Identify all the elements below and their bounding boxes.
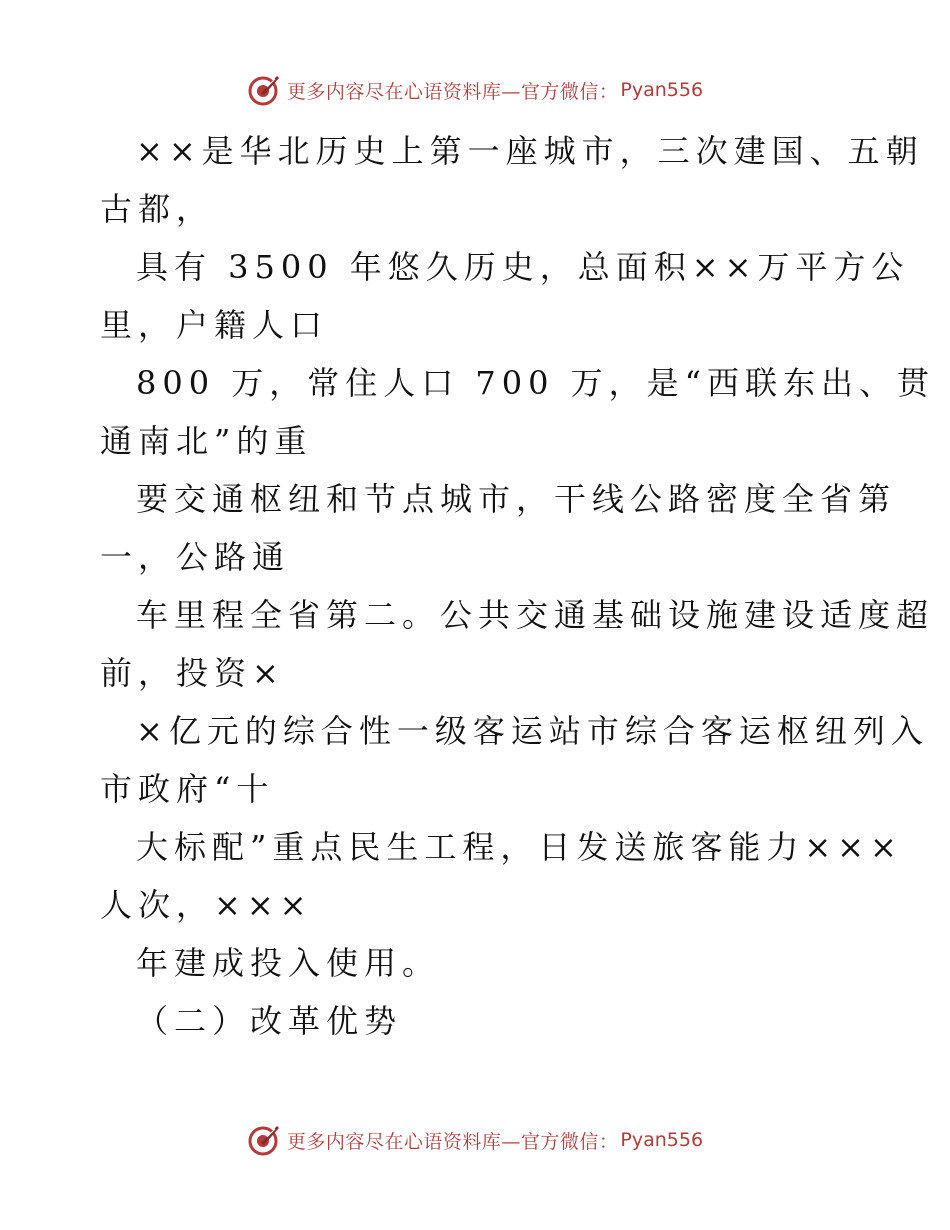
text-line: 800 万，常住人口 700 万，是“西联东出、贯 (136, 364, 936, 402)
text-line: 市政府“十 (100, 770, 275, 808)
text-line: ××是华北历史上第一座城市，三次建国、五朝 (136, 132, 924, 170)
text-line: 一，公路通 (100, 538, 291, 576)
text-line: 前，投资× (100, 654, 285, 692)
footer-banner-id: Pyan556 (620, 1129, 704, 1151)
quill-logo-icon (247, 73, 281, 107)
text-line: 具有 3500 年悠久历史，总面积××万平方公 (136, 248, 910, 286)
document-body (100, 122, 936, 1050)
section-heading: （二）改革优势 (136, 1002, 403, 1040)
text-line: 年建成投入使用。 (136, 944, 441, 982)
text-line: 人次，××× (100, 886, 313, 924)
text-line: 大标配”重点民生工程，日发送旅客能力××× (136, 828, 903, 866)
footer-watermark-banner (0, 1120, 950, 1160)
footer-banner-text: 更多内容尽在心语资料库—官方微信： (286, 1130, 619, 1153)
text-line: 里，户籍人口 (100, 306, 329, 344)
text-line: 要交通枢纽和节点城市，干线公路密度全省第 (136, 480, 897, 518)
text-line: ×亿元的综合性一级客运站市综合客运枢纽列入 (136, 712, 929, 750)
header-watermark-banner (0, 70, 950, 110)
header-banner-id: Pyan556 (620, 79, 704, 101)
quill-logo-icon (247, 1123, 281, 1157)
header-banner-text: 更多内容尽在心语资料库—官方微信： (286, 80, 619, 103)
text-line: 车里程全省第二。公共交通基础设施建设适度超 (136, 596, 935, 634)
text-line: 古都， (100, 190, 215, 228)
text-line: 通南北”的重 (100, 422, 313, 460)
